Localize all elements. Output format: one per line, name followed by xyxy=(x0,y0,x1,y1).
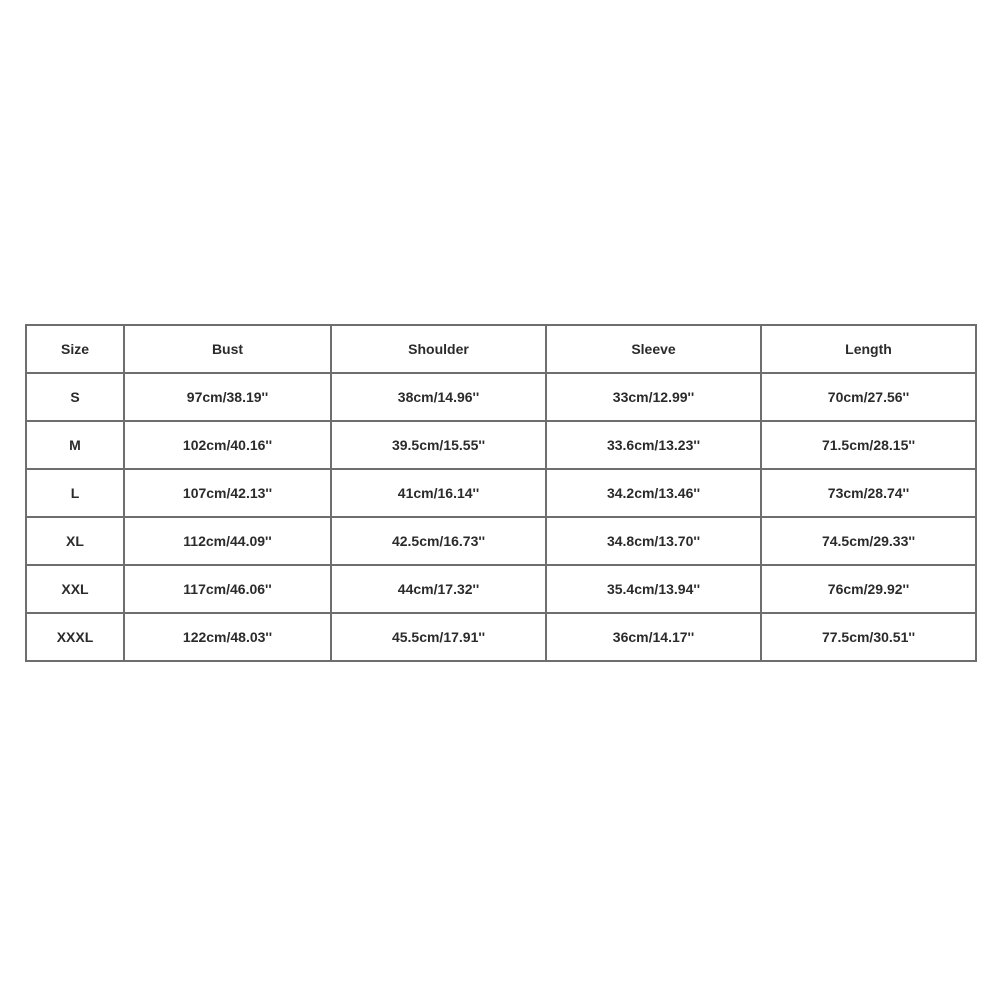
header-sleeve: Sleeve xyxy=(546,325,761,373)
cell-sleeve: 33cm/12.99'' xyxy=(546,373,761,421)
cell-length: 70cm/27.56'' xyxy=(761,373,976,421)
cell-length: 71.5cm/28.15'' xyxy=(761,421,976,469)
cell-size: L xyxy=(26,469,124,517)
cell-bust: 107cm/42.13'' xyxy=(124,469,331,517)
cell-sleeve: 34.8cm/13.70'' xyxy=(546,517,761,565)
cell-sleeve: 33.6cm/13.23'' xyxy=(546,421,761,469)
cell-bust: 122cm/48.03'' xyxy=(124,613,331,661)
table-row xyxy=(26,421,976,469)
header-row xyxy=(26,325,976,373)
table-row xyxy=(26,517,976,565)
cell-bust: 102cm/40.16'' xyxy=(124,421,331,469)
table-row xyxy=(26,373,976,421)
header-bust: Bust xyxy=(124,325,331,373)
cell-length: 76cm/29.92'' xyxy=(761,565,976,613)
cell-sleeve: 34.2cm/13.46'' xyxy=(546,469,761,517)
cell-shoulder: 41cm/16.14'' xyxy=(331,469,546,517)
cell-size: M xyxy=(26,421,124,469)
cell-shoulder: 39.5cm/15.55'' xyxy=(331,421,546,469)
header-shoulder: Shoulder xyxy=(331,325,546,373)
cell-shoulder: 38cm/14.96'' xyxy=(331,373,546,421)
cell-bust: 112cm/44.09'' xyxy=(124,517,331,565)
header-size: Size xyxy=(26,325,124,373)
cell-bust: 117cm/46.06'' xyxy=(124,565,331,613)
table-row xyxy=(26,565,976,613)
cell-shoulder: 44cm/17.32'' xyxy=(331,565,546,613)
cell-length: 73cm/28.74'' xyxy=(761,469,976,517)
cell-size: XXXL xyxy=(26,613,124,661)
size-chart-table xyxy=(25,324,977,662)
table-row xyxy=(26,469,976,517)
header-length: Length xyxy=(761,325,976,373)
cell-sleeve: 35.4cm/13.94'' xyxy=(546,565,761,613)
cell-size: S xyxy=(26,373,124,421)
cell-length: 74.5cm/29.33'' xyxy=(761,517,976,565)
cell-size: XXL xyxy=(26,565,124,613)
cell-length: 77.5cm/30.51'' xyxy=(761,613,976,661)
cell-bust: 97cm/38.19'' xyxy=(124,373,331,421)
table-row xyxy=(26,613,976,661)
cell-sleeve: 36cm/14.17'' xyxy=(546,613,761,661)
cell-shoulder: 45.5cm/17.91'' xyxy=(331,613,546,661)
cell-size: XL xyxy=(26,517,124,565)
cell-shoulder: 42.5cm/16.73'' xyxy=(331,517,546,565)
